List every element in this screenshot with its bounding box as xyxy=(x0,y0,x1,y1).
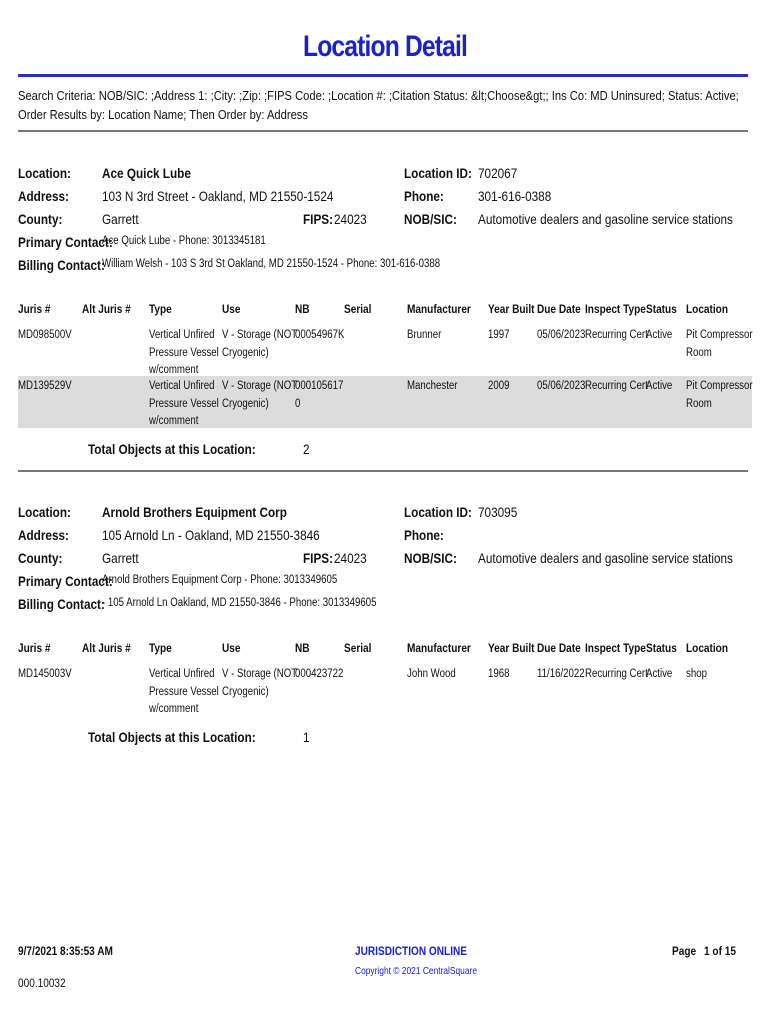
total-objects-value: 2 xyxy=(303,441,310,457)
table-cell-type: Vertical Unfired Pressure Vessel w/comment xyxy=(149,329,219,376)
table-cell-status: Active xyxy=(646,380,673,392)
nob-sic-value: Automotive dealers and gasoline service stations xyxy=(478,550,733,566)
brand-label: JURISDICTION ONLINE xyxy=(355,944,468,958)
location-id-label: Location ID: xyxy=(404,165,472,181)
report-title: Location Detail xyxy=(302,30,468,63)
column-header: Juris # xyxy=(18,302,51,316)
primary-contact-value: Ace Quick Lube - Phone: 3013345181 xyxy=(102,235,266,247)
table-cell-use: V - Storage (NOT Cryogenic) xyxy=(222,380,298,410)
total-objects-value: 1 xyxy=(303,729,310,745)
criteria-rule xyxy=(18,130,748,132)
table-cell-inspect: Recurring Cert xyxy=(585,668,648,680)
table-cell-use: V - Storage (NOT Cryogenic) xyxy=(222,668,298,698)
column-header: Manufacturer xyxy=(407,302,471,316)
location-county: Garrett xyxy=(102,211,139,227)
table-cell-location: Pit Compressor Room xyxy=(686,329,753,359)
fips-value: 24023 xyxy=(334,211,367,227)
location-id-value: 702067 xyxy=(478,165,518,181)
column-header: Status xyxy=(646,302,677,316)
location-id-label: Location ID: xyxy=(404,504,472,520)
table-cell-due: 11/16/2022 xyxy=(537,668,585,680)
column-header: Juris # xyxy=(18,641,51,655)
table-cell-nb: 00054967K xyxy=(295,329,345,341)
billing-contact-label: Billing Contact: xyxy=(18,257,105,273)
column-header: Alt Juris # xyxy=(82,302,131,316)
phone-value: 301-616-0388 xyxy=(478,188,552,204)
column-header: Serial xyxy=(344,641,372,655)
report-datetime: 9/7/2021 8:35:53 AM xyxy=(18,944,113,958)
column-header: Location xyxy=(686,302,728,316)
column-header: Use xyxy=(222,641,241,655)
table-cell-due: 05/06/2023 xyxy=(537,380,586,392)
primary-contact-value: Arnold Brothers Equipment Corp - Phone: 3013349605 xyxy=(102,574,338,586)
location-address: 105 Arnold Ln - Oakland, MD 21550-3846 xyxy=(102,527,320,543)
total-objects-label: Total Objects at this Location: xyxy=(88,441,256,457)
location-separator xyxy=(18,470,748,472)
table-cell-due: 05/06/2023 xyxy=(537,329,586,341)
location-name: Arnold Brothers Equipment Corp xyxy=(102,504,287,520)
fips-value: 24023 xyxy=(334,550,367,566)
table-cell-use: V - Storage (NOT Cryogenic) xyxy=(222,329,298,359)
location-label: Location: xyxy=(18,504,71,520)
location-address: 103 N 3rd Street - Oakland, MD 21550-1524 xyxy=(102,188,334,204)
location-name: Ace Quick Lube xyxy=(102,165,191,181)
fips-label: FIPS: xyxy=(303,211,334,227)
table-cell-type: Vertical Unfired Pressure Vessel w/comment xyxy=(149,668,219,715)
search-criteria: Search Criteria: NOB/SIC: ;Address 1: ;City: ;Zip: ;FIPS Code: ;Location #: ;Citation Status: &lt;Choose&gt;; Ins Co: MD Uninsured; Status: Active; Order Results by: Location Name; Then Order by: Address xyxy=(18,88,739,122)
location-county: Garrett xyxy=(102,550,139,566)
fips-label: FIPS: xyxy=(303,550,334,566)
column-header: Location xyxy=(686,641,728,655)
billing-contact-value: William Welsh - 103 S 3rd St Oakland, MD 21550-1524 - Phone: 301-616-0388 xyxy=(102,258,441,270)
column-header: Alt Juris # xyxy=(82,641,131,655)
page-label: Page xyxy=(672,944,697,958)
column-header: Type xyxy=(149,641,172,655)
column-header: Use xyxy=(222,302,241,316)
column-header: Manufacturer xyxy=(407,641,471,655)
page-number: 1 of 15 xyxy=(704,944,736,958)
table-cell-nb: 000105617 0 xyxy=(295,380,344,410)
table-cell-juris: MD145003V xyxy=(18,668,72,680)
table-cell-status: Active xyxy=(646,329,673,341)
county-label: County: xyxy=(18,550,63,566)
table-cell-juris: MD098500V xyxy=(18,329,72,341)
table-cell-type: Vertical Unfired Pressure Vessel w/comment xyxy=(149,380,219,427)
phone-label: Phone: xyxy=(404,527,444,543)
table-cell-year: 1968 xyxy=(488,668,510,680)
column-header: Status xyxy=(646,641,677,655)
billing-contact-value: - 105 Arnold Ln Oakland, MD 21550-3846 - Phone: 3013349605 xyxy=(102,597,377,609)
column-header: NB xyxy=(295,302,310,316)
column-header: Serial xyxy=(344,302,372,316)
phone-label: Phone: xyxy=(404,188,444,204)
nob-sic-label: NOB/SIC: xyxy=(404,211,457,227)
table-cell-year: 1997 xyxy=(488,329,510,341)
column-header: Due Date xyxy=(537,302,581,316)
column-header: Inspect Type xyxy=(585,302,646,316)
address-label: Address: xyxy=(18,188,69,204)
column-header: Type xyxy=(149,302,172,316)
table-cell-status: Active xyxy=(646,668,673,680)
primary-contact-label: Primary Contact: xyxy=(18,573,113,589)
table-cell-inspect: Recurring Cert xyxy=(585,329,648,341)
nob-sic-label: NOB/SIC: xyxy=(404,550,457,566)
column-header: Year Built xyxy=(488,302,535,316)
primary-contact-label: Primary Contact: xyxy=(18,234,113,250)
column-header: Year Built xyxy=(488,641,535,655)
table-cell-location: shop xyxy=(686,668,707,680)
title-rule xyxy=(18,74,748,77)
table-cell-juris: MD139529V xyxy=(18,380,72,392)
table-cell-location: Pit Compressor Room xyxy=(686,380,753,410)
table-cell-manufacturer: Brunner xyxy=(407,329,442,341)
table-cell-inspect: Recurring Cert xyxy=(585,380,648,392)
column-header: NB xyxy=(295,641,310,655)
column-header: Due Date xyxy=(537,641,581,655)
copyright-text: Copyright © 2021 CentralSquare xyxy=(355,966,477,977)
table-cell-manufacturer: Manchester xyxy=(407,380,458,392)
location-id-value: 703095 xyxy=(478,504,518,520)
county-label: County: xyxy=(18,211,63,227)
report-code: 000.10032 xyxy=(18,976,66,990)
location-label: Location: xyxy=(18,165,71,181)
table-cell-nb: 000423722 xyxy=(295,668,344,680)
nob-sic-value: Automotive dealers and gasoline service stations xyxy=(478,211,733,227)
billing-contact-label: Billing Contact: xyxy=(18,596,105,612)
table-cell-year: 2009 xyxy=(488,380,510,392)
total-objects-label: Total Objects at this Location: xyxy=(88,729,256,745)
column-header: Inspect Type xyxy=(585,641,646,655)
table-cell-manufacturer: John Wood xyxy=(407,668,456,680)
address-label: Address: xyxy=(18,527,69,543)
